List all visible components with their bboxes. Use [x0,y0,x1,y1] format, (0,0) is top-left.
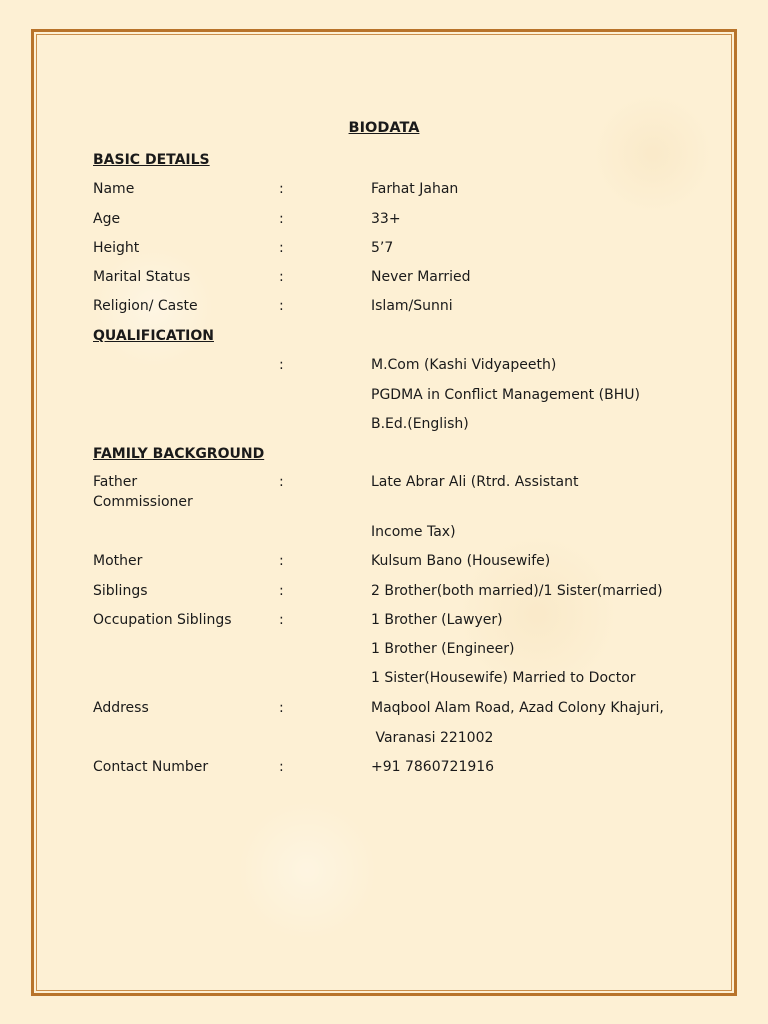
separator-qualification: : [279,357,284,373]
separator-height: : [279,240,284,256]
value-contact-number: +91 7860721916 [371,759,495,775]
value-religion-caste: Islam/Sunni [371,298,453,314]
value-occupation-sibling: 1 Brother (Lawyer) [371,612,503,628]
value-name: Farhat Jahan [371,181,459,197]
document-title-text: BIODATA [348,120,420,136]
value-height: 5’7 [371,240,394,256]
qualification-item: M.Com (Kashi Vidyapeeth) [371,357,557,373]
value-siblings: 2 Brother(both married)/1 Sister(married) [371,583,663,599]
label-father: Father [93,474,138,490]
value-occupation-sibling: 1 Brother (Engineer) [371,641,515,657]
separator-address: : [279,700,284,716]
label-father-continued: Commissioner [93,494,193,510]
label-marital-status: Marital Status [93,269,191,285]
value-father: Late Abrar Ali (Rtrd. Assistant [371,474,579,490]
separator-contact-number: : [279,759,284,775]
value-address-line1: Maqbool Alam Road, Azad Colony Khajuri, [371,700,664,716]
label-name: Name [93,181,135,197]
separator-father: : [279,474,284,490]
label-contact-number: Contact Number [93,759,209,775]
separator-age: : [279,211,284,227]
document-title [0,120,768,136]
label-occupation-siblings: Occupation Siblings [93,612,232,628]
separator-marital-status: : [279,269,284,285]
value-mother: Kulsum Bano (Housewife) [371,553,551,569]
separator-occupation-siblings: : [279,612,284,628]
label-address: Address [93,700,149,716]
section-heading-family-background: FAMILY BACKGROUND [93,446,265,462]
value-address-line2: Varanasi 221002 [371,730,494,746]
value-marital-status: Never Married [371,269,471,285]
section-heading-qualification: QUALIFICATION [93,328,214,344]
label-religion-caste: Religion/ Caste [93,298,198,314]
value-father-continued: Income Tax) [371,524,456,540]
qualification-item: PGDMA in Conflict Management (BHU) [371,387,640,403]
value-occupation-sibling: 1 Sister(Housewife) Married to Doctor [371,670,636,686]
value-age: 33+ [371,211,401,227]
section-heading-basic-details: BASIC DETAILS [93,152,210,168]
qualification-item: B.Ed.(English) [371,416,469,432]
label-age: Age [93,211,121,227]
label-height: Height [93,240,140,256]
separator-name: : [279,181,284,197]
separator-siblings: : [279,583,284,599]
label-mother: Mother [93,553,143,569]
separator-mother: : [279,553,284,569]
label-siblings: Siblings [93,583,148,599]
separator-religion-caste: : [279,298,284,314]
page-border-inner [36,34,732,991]
